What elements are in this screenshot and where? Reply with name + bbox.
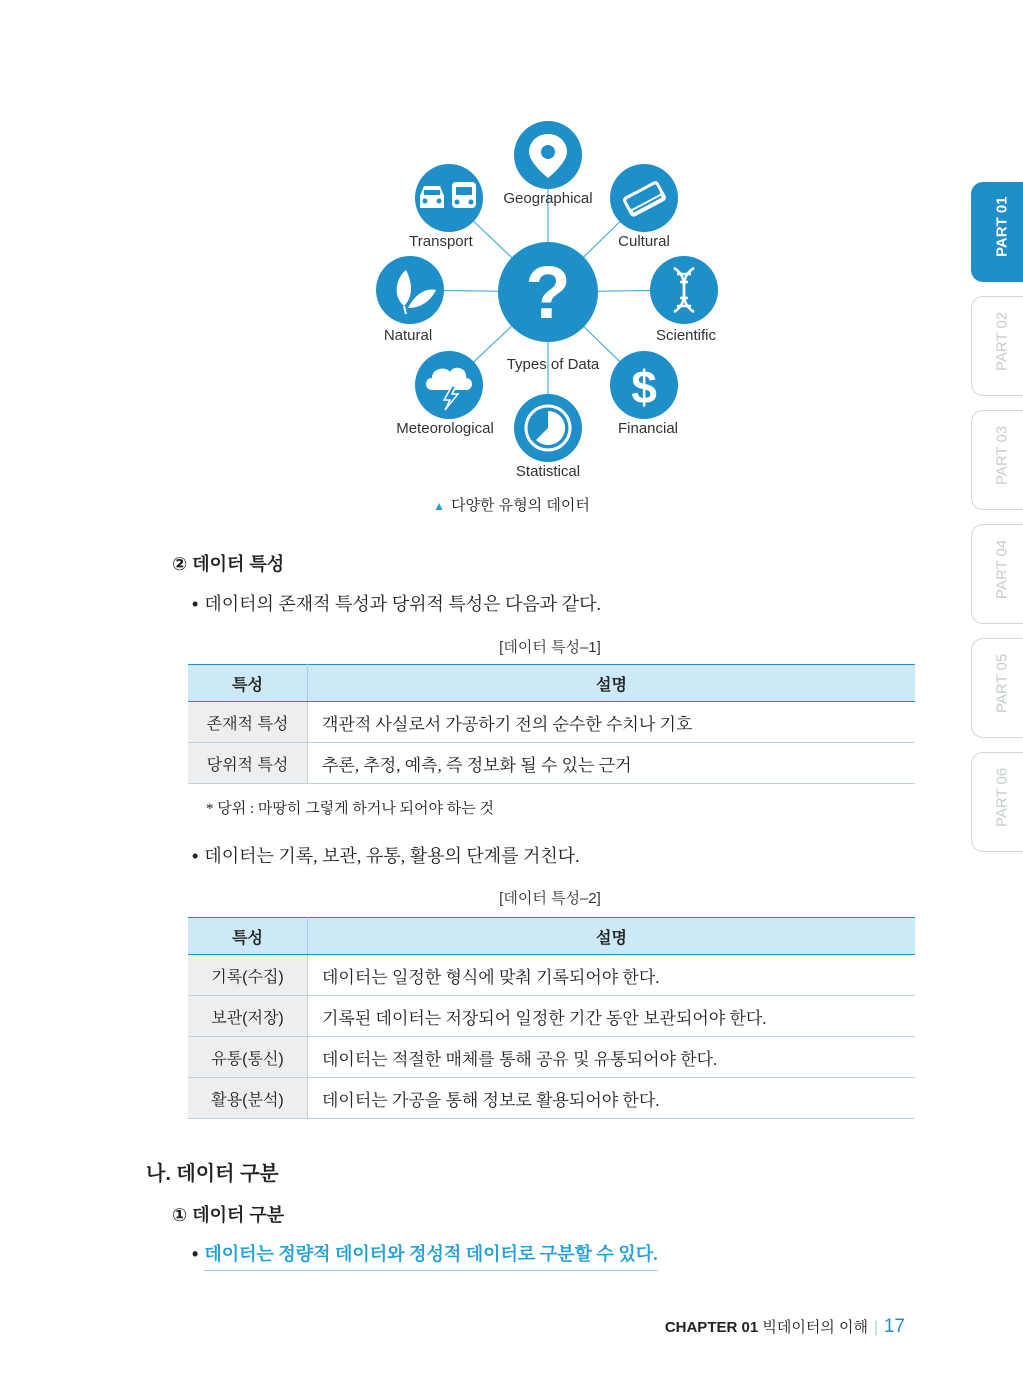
- table-row: [188, 702, 915, 743]
- tab-label: PART 04: [993, 539, 1011, 599]
- table-cell-feature: 보관(저장): [188, 996, 308, 1037]
- tab-label: PART 02: [993, 311, 1011, 371]
- node-label-financial: Financial: [617, 420, 679, 437]
- dollar-icon: $: [631, 361, 657, 413]
- diagram-caption: [0, 494, 1023, 515]
- highlight-text: 데이터는 정량적 데이터와 정성적 데이터로 구분할 수 있다.: [204, 1244, 657, 1271]
- node-label-scientific: Scientific: [655, 327, 717, 344]
- table-cell-feature: 당위적 특성: [188, 743, 308, 784]
- node-label-meteorological: Meteorological: [396, 420, 494, 437]
- bullet-dot: •: [192, 1244, 199, 1264]
- bullet-text-2: [192, 842, 580, 868]
- sub-heading-data-classification: ① 데이터 구분: [172, 1205, 285, 1225]
- node-label-transport: Transport: [409, 233, 473, 250]
- bullet-dot: •: [192, 594, 199, 614]
- table2-header-feature: 특성: [188, 918, 308, 955]
- tab-part-06[interactable]: [971, 752, 1023, 852]
- footer-separator: |: [873, 1319, 878, 1336]
- table-cell-desc: 데이터는 일정한 형식에 맞춰 기록되어야 한다.: [308, 955, 916, 996]
- table-cell-feature: 기록(수집): [188, 955, 308, 996]
- table-cell-desc: 데이터는 적절한 매체를 통해 공유 및 유통되어야 한다.: [308, 1037, 916, 1078]
- table-row: [188, 1078, 915, 1119]
- node-label-geographical: Geographical: [503, 190, 593, 207]
- footer-chapter-title: 빅데이터의 이해: [762, 1319, 868, 1336]
- bullet-text-1: [192, 590, 601, 616]
- table-cell-desc: 데이터는 가공을 통해 정보로 활용되어야 한다.: [308, 1078, 916, 1119]
- tab-part-03[interactable]: [971, 410, 1023, 510]
- table-row: [188, 1037, 915, 1078]
- table1-caption: [데이터 특성–1]: [499, 639, 601, 656]
- tab-part-01[interactable]: [971, 182, 1023, 282]
- table-row: [188, 955, 915, 996]
- table-cell-desc: 객관적 사실로서 가공하기 전의 순수한 수치나 기호: [308, 702, 916, 743]
- highlight-bullet: [192, 1240, 658, 1266]
- table2-header-desc: 설명: [308, 918, 916, 955]
- page-footer: [665, 1316, 905, 1338]
- bullet-2-text: 데이터는 기록, 보관, 유통, 활용의 단계를 거친다.: [204, 846, 580, 866]
- table-row: [188, 996, 915, 1037]
- triangle-icon: ▲: [433, 499, 446, 513]
- section-heading-characteristics: ② 데이터 특성: [172, 554, 285, 574]
- natural-node: [376, 256, 444, 324]
- page-number: 17: [883, 1316, 905, 1337]
- node-label-natural: Natural: [383, 327, 433, 344]
- cultural-node: [610, 164, 678, 232]
- bullet-dot: •: [192, 846, 199, 866]
- table-cell-desc: 추론, 추정, 예측, 즉 정보화 될 수 있는 근거: [308, 743, 916, 784]
- table-characteristics-2: [188, 917, 915, 1119]
- footnote: * 당위 : 마땅히 그렇게 하거나 되어야 하는 것: [206, 801, 494, 817]
- tab-part-02[interactable]: [971, 296, 1023, 396]
- tab-label: PART 03: [993, 425, 1011, 485]
- table-cell-feature: 활용(분석): [188, 1078, 308, 1119]
- financial-node: [610, 351, 678, 419]
- types-of-data-diagram: [360, 110, 740, 490]
- footer-chapter: CHAPTER 01: [664, 1319, 759, 1336]
- tab-label: PART 01: [993, 196, 1011, 257]
- node-label-statistical: Statistical: [515, 463, 581, 480]
- table-cell-feature: 유통(통신): [188, 1037, 308, 1078]
- section-title-data-classification: 나. 데이터 구분: [146, 1163, 279, 1185]
- table1-header-feature: 특성: [188, 665, 308, 702]
- question-mark: ?: [525, 251, 571, 334]
- bullet-1-text: 데이터의 존재적 특성과 당위적 특성은 다음과 같다.: [204, 594, 601, 614]
- tab-part-04[interactable]: [971, 524, 1023, 624]
- table-cell-desc: 기록된 데이터는 저장되어 일정한 기간 동안 보관되어야 한다.: [308, 996, 916, 1037]
- center-question-node: [498, 242, 598, 342]
- tab-label: PART 06: [993, 767, 1011, 827]
- geographical-node: [514, 121, 582, 189]
- statistical-node: [514, 394, 582, 462]
- transport-node: [415, 164, 483, 232]
- node-label-cultural: Cultural: [618, 233, 670, 250]
- table-characteristics-1: [188, 664, 915, 784]
- table2-caption: [데이터 특성–2]: [499, 890, 601, 907]
- center-label: Types of Data: [506, 356, 600, 373]
- scientific-node: [650, 256, 718, 324]
- table1-header-desc: 설명: [308, 665, 916, 702]
- meteorological-node: [415, 351, 483, 419]
- diagram-caption-text: 다양한 유형의 데이터: [451, 497, 590, 514]
- table-row: [188, 743, 915, 784]
- table-cell-feature: 존재적 특성: [188, 702, 308, 743]
- tab-label: PART 05: [993, 653, 1011, 713]
